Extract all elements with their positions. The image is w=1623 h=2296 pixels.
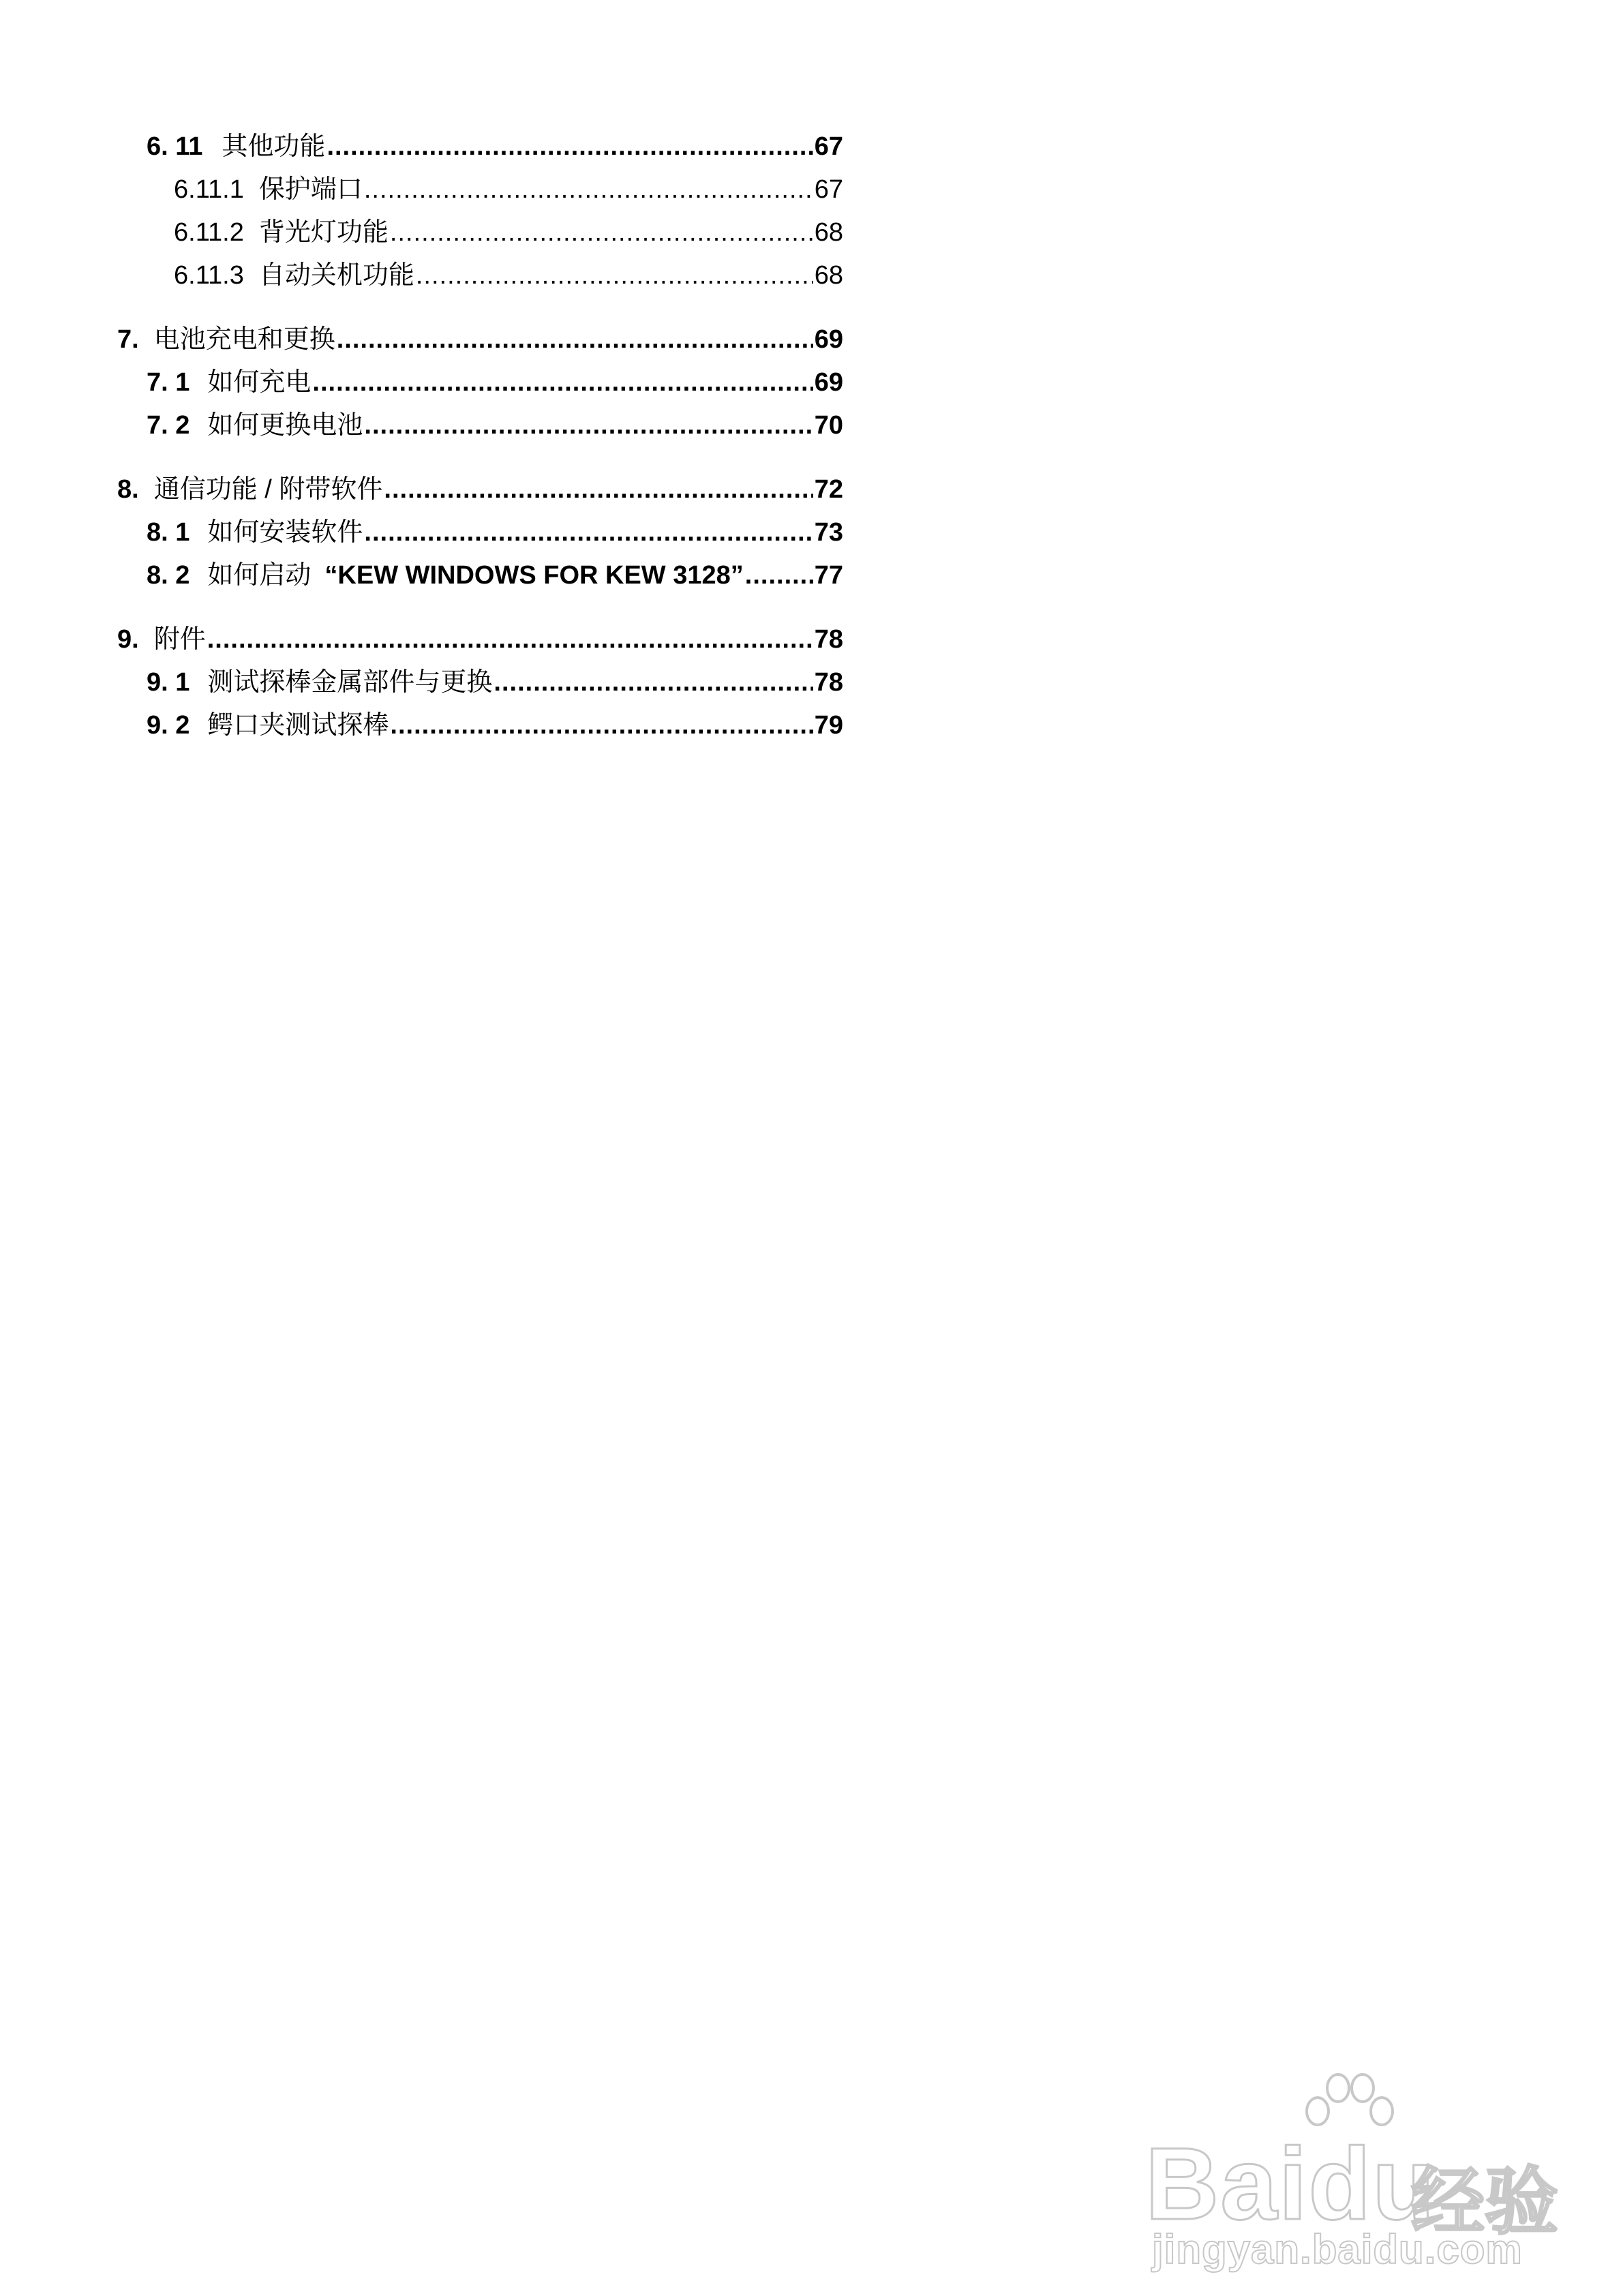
- toc-entry-title: 如何安装软件: [207, 518, 363, 547]
- toc-entry-9[interactable]: [117, 616, 843, 655]
- toc-dot-leader: [745, 560, 813, 591]
- toc-entry-6-11-2[interactable]: [174, 209, 843, 248]
- toc-entry-page: 68: [814, 261, 843, 290]
- toc-entry-page: 79: [814, 711, 843, 740]
- toc-dot-leader: [327, 131, 813, 162]
- toc-entry-7-1[interactable]: [147, 359, 843, 398]
- toc-dot-leader: [416, 260, 813, 291]
- toc-entry-page: 68: [814, 218, 843, 247]
- toc-entry-number: 6.11.1: [174, 175, 244, 204]
- toc-entry-title: 如何启动: [207, 561, 312, 590]
- toc-entry-number: 6.11.2: [174, 218, 244, 247]
- toc-entry-7[interactable]: [117, 316, 843, 355]
- toc-dot-leader: [384, 474, 813, 505]
- toc-entry-9-1[interactable]: [147, 659, 843, 698]
- toc-entry-title: 电池充电和更换: [153, 325, 335, 354]
- toc-entry-number: 8.: [117, 475, 139, 504]
- toc-dot-leader: [390, 710, 813, 741]
- toc-entry-page: 70: [814, 411, 843, 440]
- toc-entry-title: 鳄口夹测试探棒: [207, 711, 389, 740]
- toc-entry-number: 9. 2: [147, 711, 190, 740]
- table-of-contents: [0, 0, 1623, 818]
- watermark-brand-cn: 经验: [1411, 2160, 1559, 2243]
- toc-entry-title: 背光灯功能: [258, 218, 389, 247]
- toc-dot-leader: [390, 217, 813, 248]
- toc-entry-title: 自动关机功能: [258, 261, 414, 290]
- toc-entry-7-2[interactable]: [147, 402, 843, 441]
- toc-entry-number: 9.: [117, 625, 139, 654]
- toc-entry-page: 67: [814, 175, 843, 204]
- toc-dot-leader: [364, 174, 813, 205]
- toc-dot-leader: [364, 517, 813, 548]
- toc-entry-title-software-name: “KEW WINDOWS FOR KEW 3128”: [324, 561, 744, 590]
- toc-entry-number: 6.11.3: [174, 261, 244, 290]
- toc-entry-page: 67: [814, 132, 843, 161]
- toc-entry-page: 77: [814, 561, 843, 590]
- toc-entry-number: 6. 11: [147, 132, 203, 161]
- toc-entry-page: 78: [814, 625, 843, 654]
- watermark-brand: Baidu: [1145, 2126, 1436, 2241]
- toc-entry-number: 7.: [117, 325, 139, 354]
- toc-entry-number: 8. 1: [147, 518, 190, 547]
- toc-entry-page: 73: [814, 518, 843, 547]
- toc-entry-number: 7. 2: [147, 411, 190, 440]
- toc-entry-6-11-3[interactable]: [174, 252, 843, 291]
- toc-entry-8-2[interactable]: [147, 552, 843, 591]
- toc-entry-page: 78: [814, 668, 843, 697]
- toc-dot-leader: [337, 324, 813, 355]
- toc-entry-number: 9. 1: [147, 668, 190, 697]
- toc-entry-6-11-1[interactable]: [174, 166, 843, 205]
- toc-entry-page: 69: [814, 325, 843, 354]
- baidu-jingyan-watermark: [1145, 2069, 1568, 2274]
- toc-dot-leader: [207, 624, 813, 655]
- watermark-url: jingyan.baidu.com: [1152, 2226, 1523, 2272]
- toc-entry-title: 如何充电: [207, 368, 312, 397]
- toc-entry-9-2[interactable]: [147, 701, 843, 741]
- toc-entry-page: 69: [814, 368, 843, 397]
- toc-entry-title: 保护端口: [258, 175, 363, 204]
- toc-entry-number: 7. 1: [147, 368, 190, 397]
- toc-entry-title: 如何更换电池: [207, 411, 363, 440]
- toc-entry-title: 测试探棒金属部件与更换: [207, 668, 493, 697]
- toc-entry-page: 72: [814, 475, 843, 504]
- toc-entry-6-11[interactable]: [147, 123, 843, 162]
- toc-entry-8[interactable]: [117, 466, 843, 505]
- toc-entry-title: 其他功能: [222, 132, 326, 161]
- toc-entry-title: 附件: [153, 625, 206, 654]
- toc-dot-leader: [494, 667, 813, 698]
- toc-entry-number: 8. 2: [147, 561, 190, 590]
- toc-entry-title: 通信功能 / 附带软件: [153, 475, 383, 504]
- toc-dot-leader: [364, 410, 813, 441]
- toc-dot-leader: [312, 367, 813, 398]
- toc-entry-8-1[interactable]: [147, 509, 843, 548]
